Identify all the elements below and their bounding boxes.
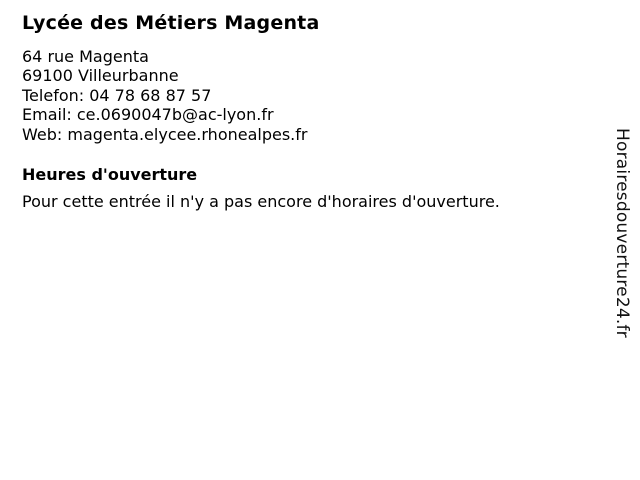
site-watermark: Horairesdouverture24.fr <box>612 128 632 338</box>
address-city-line: 69100 Villeurbanne <box>22 66 179 86</box>
email-line: Email: ce.0690047b@ac-lyon.fr <box>22 105 274 125</box>
opening-hours-empty-message: Pour cette entrée il n'y a pas encore d'horaires d'ouverture. <box>22 192 500 212</box>
opening-hours-heading: Heures d'ouverture <box>22 165 198 185</box>
website-line: Web: magenta.elycee.rhonealpes.fr <box>22 124 308 144</box>
contact-block <box>22 47 582 144</box>
address-street-line: 64 rue Magenta <box>22 47 149 66</box>
phone-line: Telefon: 04 78 68 87 57 <box>22 85 212 105</box>
listing-content <box>22 13 582 212</box>
business-title: Lycée des Métiers Magenta <box>22 12 320 34</box>
